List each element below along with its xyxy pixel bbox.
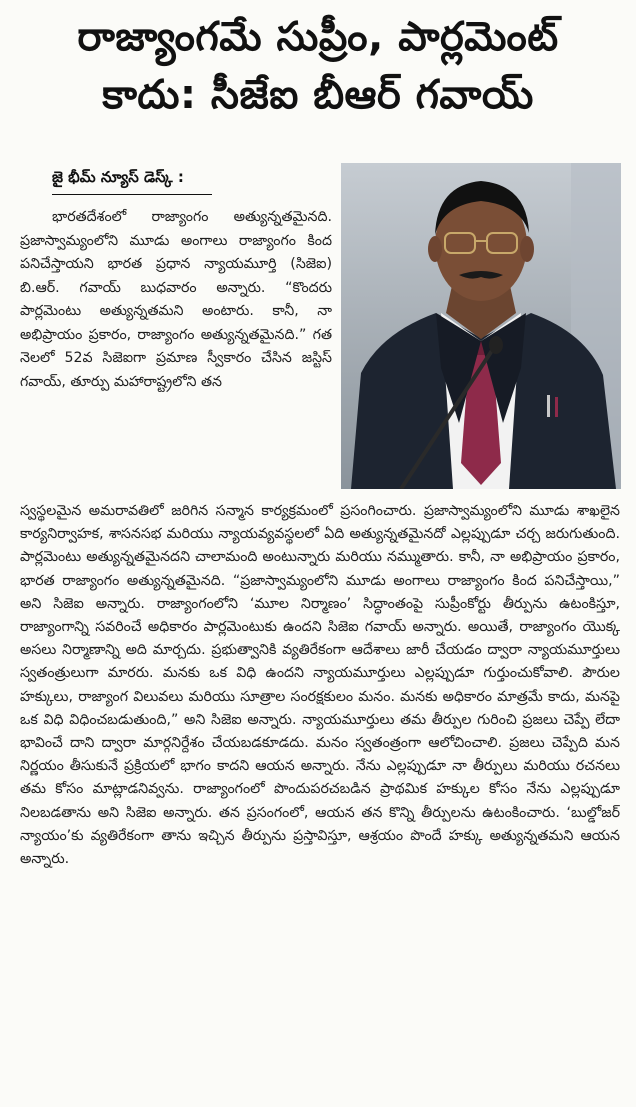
person-photo-icon	[341, 163, 621, 489]
article-column-text	[20, 206, 332, 394]
headline-line-1: రాజ్యాంగమే సుప్రీం, పార్లమెంట్	[77, 14, 559, 60]
article-paragraph-body: స్వస్థలమైన అమరావతిలో జరిగిన సన్మాన కార్యక్రమంలో ప్రసంగించారు. ప్రజాస్వామ్యంలోని మూడు శాఖలైన కార్యనిర్వాహక, శాసనసభ మరియు న్యాయవ్యవస్థలలో ఏది అత్యున్నతమైనదో ఎల్లప్పుడూ చర్చ జరుగుతుంది. పార్లమెంటు అత్యున్నతమైనదని చాలామంది అంటున్నారు మరియు నమ్ముతారు. కానీ, నా అభిప్రాయం ప్రకారం, భారత రాజ్యాంగం అత్యున్నతమైనది. “ప్రజాస్వామ్యంలోని మూడు అంగాలు రాజ్యాంగం కింద పనిచేస్తాయి,” అని సిజెఐ అన్నారు. రాజ్యాంగంలోని ‘మూల నిర్మాణం’ సిద్ధాంతంపై సుప్రీంకోర్టు తీర్పును ఉటంకిస్తూ, రాజ్యాంగాన్ని సవరించే అధికారం పార్లమెంటుకు ఉందని సిజెఐ గవాయ్ అన్నారు. అయితే, రాజ్యాంగం యొక్క అసలు నిర్మాణాన్ని అది మార్చదు. ప్రభుత్వానికి వ్యతిరేకంగా ఆదేశాలు జారీ చేయడం ద్వారా న్యాయమూర్తులు స్వతంత్రులుగా మారరు. మనకు ఒక విధి ఉందని న్యాయమూర్తులు ఎల్లప్పుడూ గుర్తుంచుకోవాలి. పౌరుల హక్కులు, రాజ్యాంగ విలువలు మరియు సూత్రాల సంరక్షకులం మనం. మనకు అధికారం మాత్రమే కాదు, మనపై ఒక విధి విధించబడుతుంది,” అని సిజెఐ అన్నారు. న్యాయమూర్తులు తమ తీర్పుల గురించి ప్రజలు చెప్పే లేదా భావించే దాని ద్వారా మార్గనిర్దేశం చేయబడకూడదు. మనం స్వతంత్రంగా ఆలోచించాలి. ప్రజలు చెప్పేది మన నిర్ణయం తీసుకునే ప్రక్రియలో భాగం కాదని ఆయన అన్నారు. నేను ఎల్లప్పుడూ నా తీర్పులు మరియు రచనలు తమ కోసం మాట్లాడనివ్వను. రాజ్యాంగంలో పొందుపరచబడిన ప్రాథమిక హక్కుల కోసం నేను ఎల్లప్పుడూ నిలబడతాను అని సిజెఐ అన్నారు. తన ప్రసంగంలో, ఆయన తన కొన్ని తీర్పులను ఉటంకించారు. ‘బుల్డోజర్ న్యాయం’కు వ్యతిరేకంగా తాను ఇచ్చిన తీర్పును ప్రస్తావిస్తూ, ఆశ్రయం పొందే హక్కు అత్యున్నతమని ఆయన అన్నారు.	[20, 503, 620, 868]
person-photo	[341, 163, 621, 489]
article-paragraph-intro: భారతదేశంలో రాజ్యాంగం అత్యున్నతమైనది. ప్రజాస్వామ్యంలోని మూడు అంగాలు రాజ్యాంగం కింద పనిచేస్తాయని భారత ప్రధాన న్యాయమూర్తి (సిజెఐ) బి.ఆర్. గవాయ్ బుధవారం అన్నారు. “కొందరు పార్లమెంటు అత్యున్నతమని అంటారు. కానీ, నా అభిప్రాయం ప్రకారం, రాజ్యాంగం అత్యున్నతమైనది.” గత నెలలో 52వ సిజెఐగా ప్రమాణ స్వీకారం చేసిన జస్టిస్ గవాయ్, తూర్పు మహారాష్ట్రలోని తన	[20, 209, 332, 390]
byline: జై భీమ్ న్యూస్ డెస్క్ :	[52, 168, 212, 195]
headline-line-2: కాదు: సీజేఐ బీఆర్ గవాయ్	[102, 72, 534, 118]
headline	[0, 8, 636, 124]
article-full-text	[20, 500, 620, 871]
